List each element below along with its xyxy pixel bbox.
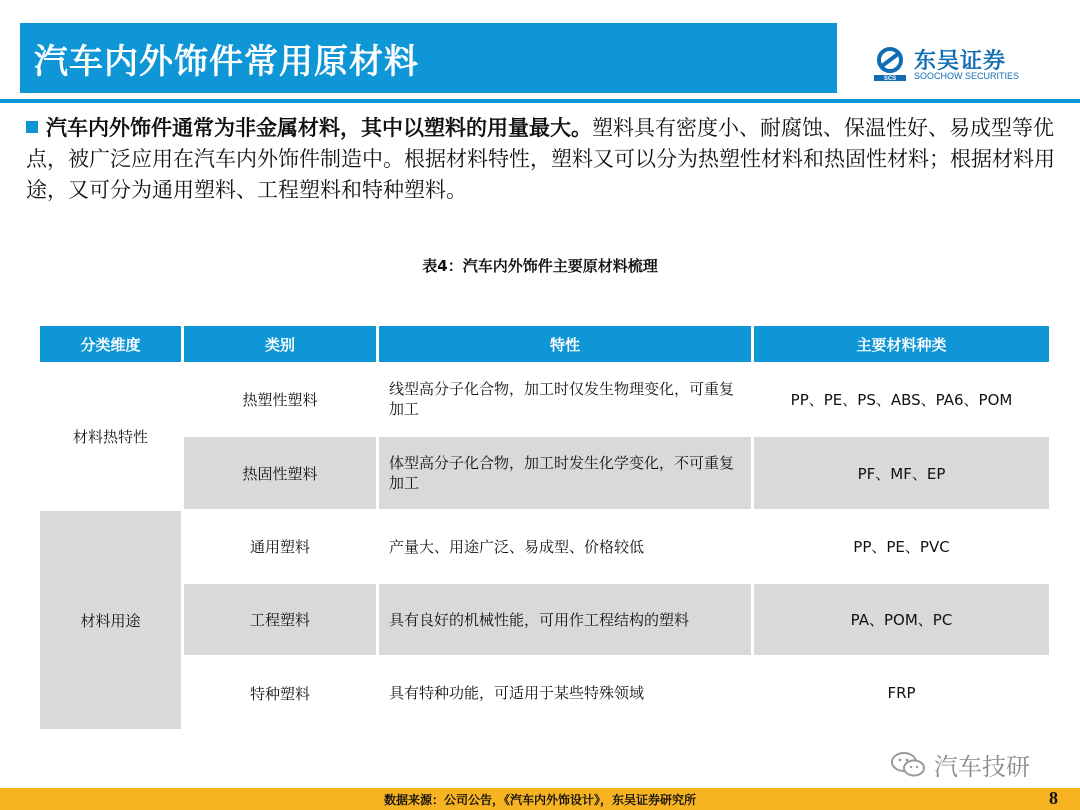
row-materials: PA、POM、PC — [754, 584, 1049, 655]
logo-chinese-name: 东吴证券 — [914, 49, 1007, 74]
footer-bar — [0, 788, 1080, 810]
bullet-square-icon — [26, 121, 38, 133]
company-logo — [872, 44, 1032, 84]
group-cell-usage: 材料用途 — [40, 511, 181, 729]
header-divider — [0, 99, 1080, 103]
table-header-dimension: 分类维度 — [40, 326, 181, 362]
intro-body-text: 塑料具有密度小、耐腐蚀、保温性好、易成型等优点，被广泛应用在汽车内外饰件制造中。根据材料特性，塑料又可以分为热塑性材料和热固性材料；根据材料用途，又可分为通用塑料、工程塑料和特种塑料。 — [26, 116, 1055, 202]
logo-english-name: SOOCHOW SECURITIES — [914, 71, 1020, 81]
row-category: 工程塑料 — [184, 584, 376, 655]
row-category: 热塑性塑料 — [242, 390, 318, 409]
page-title: 汽车内外饰件常用原材料 — [20, 23, 837, 93]
row-materials: PP、PE、PVC — [853, 538, 950, 556]
table-caption: 表4：汽车内外饰件主要原材料梳理 — [422, 257, 658, 275]
row-feature: 具有特种功能，可适用于某些特殊领域 — [389, 684, 645, 702]
row-materials: PF、MF、EP — [754, 437, 1049, 509]
intro-paragraph — [26, 113, 1066, 206]
table-header-category: 类别 — [184, 326, 376, 362]
intro-bold-text: 汽车内外饰件通常为非金属材料，其中以塑料的用量最大。 — [46, 116, 592, 140]
wechat-icon — [890, 750, 926, 778]
row-category: 特种塑料 — [249, 684, 310, 703]
row-feature: 体型高分子化合物，加工时发生化学变化，不可重复加工 — [379, 437, 751, 509]
svg-text:SCS: SCS — [883, 76, 897, 82]
row-materials: PP、PE、PS、ABS、PA6、POM — [790, 390, 1013, 409]
table-header-materials: 主要材料种类 — [754, 326, 1049, 362]
row-feature: 线型高分子化合物，加工时仅发生物理变化，可重复加工 — [389, 380, 735, 418]
source-note: 数据来源：公司公告，《汽车内外饰设计》，东吴证券研究所 — [383, 793, 696, 807]
wechat-watermark — [890, 744, 1060, 784]
group-cell-thermal: 材料热特性 — [72, 427, 148, 446]
row-materials: FRP — [887, 684, 916, 702]
row-feature: 具有良好的机械性能，可用作工程结构的塑料 — [379, 584, 751, 655]
row-feature: 产量大、用途广泛、易成型、价格较低 — [389, 537, 645, 556]
watermark-text: 汽车技研 — [934, 752, 1030, 781]
page-number: 8 — [1049, 788, 1058, 808]
row-category: 热固性塑料 — [184, 437, 376, 509]
soochow-logo-icon — [872, 46, 908, 82]
row-category: 通用塑料 — [249, 538, 310, 556]
table-header-feature: 特性 — [379, 326, 751, 362]
